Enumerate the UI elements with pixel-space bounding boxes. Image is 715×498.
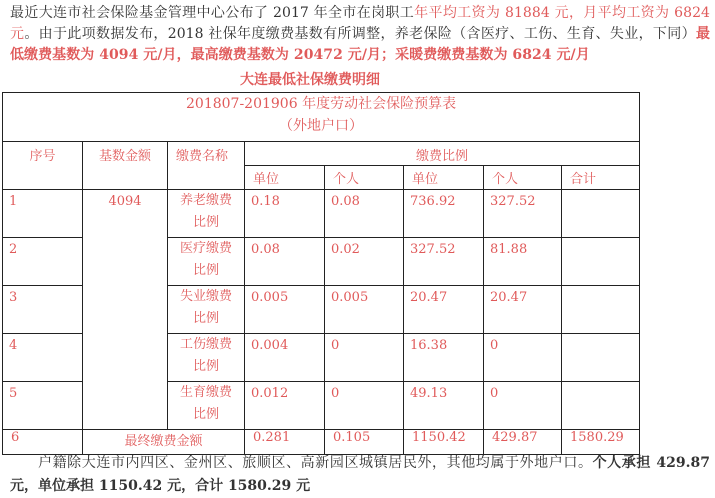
row-name: 医疗缴费 比例 xyxy=(168,238,245,286)
row-seq: 4 xyxy=(3,334,83,382)
row-personal-amount: 81.88 xyxy=(484,238,562,286)
row-personal-amount: 0 xyxy=(484,334,562,382)
header-personal-rate: 个人 xyxy=(325,166,404,190)
row-personal-rate: 0 xyxy=(325,382,404,430)
header-personal-amount: 个人 xyxy=(484,166,562,190)
row-total xyxy=(562,334,640,382)
header-ratio: 缴费比例 xyxy=(245,142,640,166)
footer-summary: 个人承担 429.87 元，单位承担 1150.42 元，合计 1580.29 元 xyxy=(10,455,710,494)
row-seq: 1 xyxy=(3,190,83,238)
base-amount: 4094 xyxy=(83,190,168,430)
intro-text-1: 最近大连市社会保险基金管理中心公布了 2017 年全市在岗职工 xyxy=(10,5,415,21)
row-unit-amount: 49.13 xyxy=(404,382,484,430)
final-personal-rate: 0.105 xyxy=(325,430,404,455)
row-unit-rate: 0.004 xyxy=(245,334,325,382)
footer-paragraph xyxy=(10,452,710,498)
row-personal-amount: 327.52 xyxy=(484,190,562,238)
footer-text: 户籍除大连市内四区、金州区、旅顺区、高新园区城镇居民外，其他均属于外地户口。 xyxy=(38,455,593,471)
row-personal-rate: 0.005 xyxy=(325,286,404,334)
table-title: 201807-201906 年度劳动社会保险预算表 xyxy=(186,96,457,112)
row-name: 工伤缴费 比例 xyxy=(168,334,245,382)
row-name: 养老缴费 比例 xyxy=(168,190,245,238)
table-title-cell xyxy=(3,93,640,142)
row-name: 生育缴费 比例 xyxy=(168,382,245,430)
row-seq: 5 xyxy=(3,382,83,430)
intro-highlight-salary: 年平均工资为 81884 元，月平均工资为 6824 元 xyxy=(10,5,710,42)
row-unit-rate: 0.005 xyxy=(245,286,325,334)
final-unit-amount: 1150.42 xyxy=(404,430,484,455)
row-seq: 2 xyxy=(3,238,83,286)
row-total xyxy=(562,382,640,430)
row-unit-rate: 0.18 xyxy=(245,190,325,238)
row-name: 失业缴费 比例 xyxy=(168,286,245,334)
row-total xyxy=(562,286,640,334)
row-seq: 3 xyxy=(3,286,83,334)
header-total: 合计 xyxy=(562,166,640,190)
row-personal-amount: 0 xyxy=(484,382,562,430)
row-unit-amount: 20.47 xyxy=(404,286,484,334)
final-personal-amount: 429.87 xyxy=(484,430,562,455)
row-unit-rate: 0.012 xyxy=(245,382,325,430)
table-title-sub: （外地户口） xyxy=(279,118,364,134)
document-subtitle: 大连最低社保缴费明细 xyxy=(240,72,380,88)
header-seq: 序号 xyxy=(3,142,83,190)
header-name: 缴费名称 xyxy=(168,142,245,190)
row-unit-amount: 736.92 xyxy=(404,190,484,238)
final-unit-rate: 0.281 xyxy=(245,430,325,455)
intro-text-3: 。由于此项数据发布，2018 社保年度缴费基数有所调整，养老保险（含医疗、工伤、生育、失业，下同） xyxy=(24,26,696,42)
row-seq: 6 xyxy=(3,430,83,455)
row-total xyxy=(562,238,640,286)
header-unit-rate: 单位 xyxy=(245,166,325,190)
final-label: 最终缴费金额 xyxy=(83,430,245,455)
intro-highlight-base: 最低缴费基数为 4094 元/月，最高缴费基数为 20472 元/月；采暖费缴费基数为 6824 元/月 xyxy=(10,26,710,63)
header-unit-amount: 单位 xyxy=(404,166,484,190)
insurance-budget-table xyxy=(2,92,640,455)
intro-paragraph xyxy=(10,3,710,66)
row-unit-amount: 327.52 xyxy=(404,238,484,286)
row-personal-rate: 0.02 xyxy=(325,238,404,286)
final-total: 1580.29 xyxy=(562,430,640,455)
table-row xyxy=(3,190,640,238)
row-total xyxy=(562,190,640,238)
row-personal-amount: 20.47 xyxy=(484,286,562,334)
row-unit-amount: 16.38 xyxy=(404,334,484,382)
row-personal-rate: 0 xyxy=(325,334,404,382)
header-base: 基数金额 xyxy=(83,142,168,190)
table-row-final xyxy=(3,430,640,455)
row-personal-rate: 0.08 xyxy=(325,190,404,238)
row-unit-rate: 0.08 xyxy=(245,238,325,286)
